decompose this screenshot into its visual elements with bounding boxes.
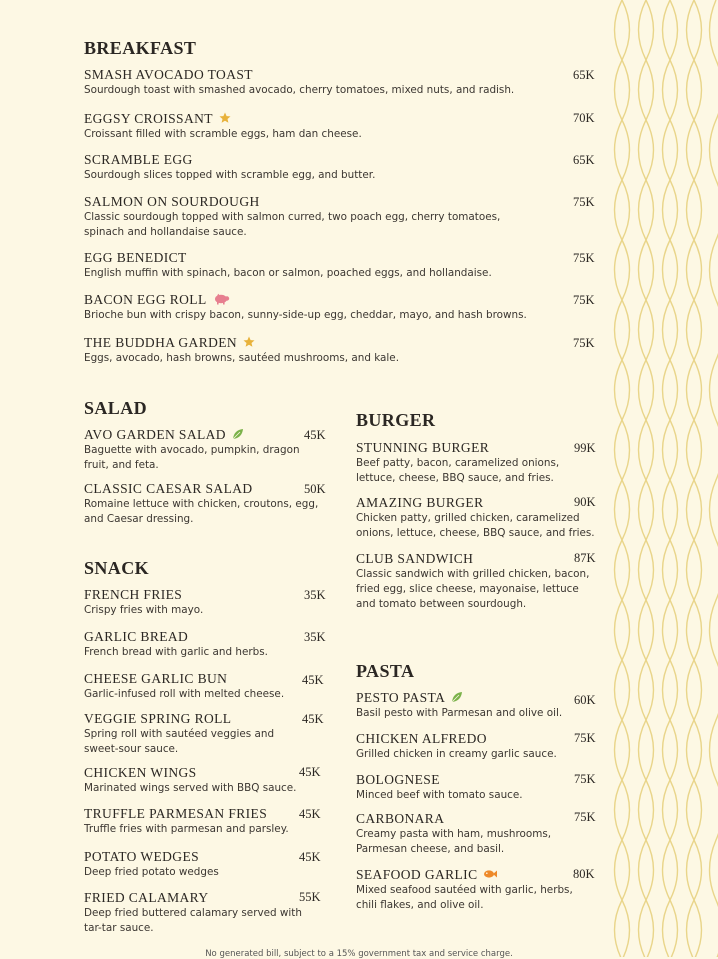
menu-item: [84, 292, 564, 323]
star-icon: [219, 112, 231, 124]
leaf-icon: [232, 428, 244, 440]
item-description: Eggs, avocado, hash browns, sautéed mushrooms, and kale.: [84, 352, 400, 364]
menu-item: [84, 629, 324, 660]
section-title-breakfast: BREAKFAST: [84, 38, 197, 58]
item-price: 99K: [574, 441, 596, 455]
item-name: CARBONARA: [356, 811, 445, 826]
item-name: SEAFOOD GARLIC: [356, 867, 478, 882]
item-price: 80K: [573, 867, 595, 881]
item-price: 60K: [574, 693, 596, 707]
item-price: 75K: [574, 772, 596, 786]
item-description: French bread with garlic and herbs.: [84, 646, 268, 658]
item-description: Marinated wings served with BBQ sauce.: [84, 782, 297, 794]
item-description: Garlic-infused roll with melted cheese.: [84, 688, 285, 700]
menu-item: [84, 481, 334, 527]
menu-item: [84, 250, 544, 281]
menu-item: [84, 152, 534, 183]
item-price: 45K: [299, 850, 321, 864]
item-description: and Caesar dressing.: [84, 513, 194, 525]
item-description: Mixed seafood sautéed with garlic, herbs,: [356, 884, 573, 896]
menu-item: [84, 711, 324, 757]
leaf-icon: [451, 691, 463, 703]
item-description: sweet-sour sauce.: [84, 743, 179, 755]
item-description: Truffle fries with parmesan and parsley.: [84, 823, 289, 835]
item-description: spinach and hollandaise sauce.: [84, 226, 247, 238]
item-price: 65K: [573, 153, 595, 167]
section-title-snack: SNACK: [84, 558, 150, 578]
item-description: Beef patty, bacon, caramelized onions,: [356, 457, 560, 469]
item-description: Brioche bun with crispy bacon, sunny-side-up egg, cheddar, mayo, and hash browns.: [84, 309, 527, 321]
item-description: Grilled chicken in creamy garlic sauce.: [356, 748, 557, 760]
item-price: 70K: [573, 111, 595, 125]
item-description: lettuce, cheese, BBQ sauce, and fries.: [356, 472, 554, 484]
item-description: tar-tar sauce.: [84, 922, 154, 934]
menu-item: [84, 67, 534, 98]
section-title-burger: BURGER: [356, 410, 436, 430]
wave-pattern-border: [612, 0, 718, 957]
star-icon: [243, 336, 255, 348]
section-title-salad: SALAD: [84, 398, 148, 418]
pig-icon: [213, 293, 230, 305]
menu-item: [84, 427, 314, 473]
menu-item: [84, 335, 544, 366]
item-name: SALMON ON SOURDOUGH: [84, 194, 260, 209]
item-price: 75K: [574, 810, 596, 824]
item-price: 45K: [304, 428, 326, 442]
item-name: VEGGIE SPRING ROLL: [84, 711, 232, 726]
item-name: CHICKEN ALFREDO: [356, 731, 487, 746]
item-price: 87K: [574, 551, 596, 565]
menu-item: [84, 849, 324, 880]
menu-item: [84, 671, 324, 702]
item-price: 45K: [302, 673, 324, 687]
item-name: EGGSY CROISSANT: [84, 111, 213, 126]
item-price: 45K: [299, 765, 321, 779]
item-name: CHICKEN WINGS: [84, 765, 197, 780]
item-description: Sourdough toast with smashed avocado, cherry tomatoes, mixed nuts, and radish.: [84, 84, 515, 96]
item-price: 45K: [299, 807, 321, 821]
item-name: EGG BENEDICT: [84, 250, 187, 265]
item-price: 75K: [574, 731, 596, 745]
item-name: FRENCH FRIES: [84, 587, 183, 602]
item-price: 75K: [573, 195, 595, 209]
item-description: Spring roll with sautéed veggies and: [84, 728, 275, 740]
item-price: 65K: [573, 68, 595, 82]
item-name: PESTO PASTA: [356, 690, 446, 705]
item-description: Romaine lettuce with chicken, croutons, egg,: [84, 498, 319, 510]
menu-item: [84, 587, 324, 618]
item-name: CLUB SANDWICH: [356, 551, 474, 566]
item-description: fruit, and feta.: [84, 459, 159, 471]
item-name: AVO GARDEN SALAD: [84, 427, 226, 442]
menu-item: [84, 890, 324, 936]
item-price: 55K: [299, 890, 321, 904]
item-name: SCRAMBLE EGG: [84, 152, 193, 167]
item-name: BOLOGNESE: [356, 772, 440, 787]
menu-item: [84, 111, 534, 142]
item-description: Deep fried potato wedges: [84, 866, 219, 878]
item-price: 35K: [304, 588, 326, 602]
item-description: Sourdough slices topped with scramble egg, and butter.: [84, 169, 376, 181]
item-description: Baguette with avocado, pumpkin, dragon: [84, 444, 300, 456]
item-name: TRUFFLE PARMESAN FRIES: [84, 806, 268, 821]
menu-item: [84, 806, 324, 837]
item-description: Classic sourdough topped with salmon curred, two poach egg, cherry tomatoes,: [84, 211, 501, 223]
menu-item: [84, 765, 324, 796]
item-name: SMASH AVOCADO TOAST: [84, 67, 253, 82]
item-price: 50K: [304, 482, 326, 496]
item-description: Deep fried buttered calamary served with: [84, 907, 302, 919]
item-description: Minced beef with tomato sauce.: [356, 789, 523, 801]
item-description: Classic sandwich with grilled chicken, bacon,: [356, 568, 590, 580]
item-price: 75K: [573, 293, 595, 307]
item-description: onions, lettuce, cheese, BBQ sauce, and fries.: [356, 527, 595, 539]
item-description: Crispy fries with mayo.: [84, 604, 204, 616]
footer-note: No generated bill, subject to a 15% government tax and service charge.: [205, 949, 513, 959]
item-name: FRIED CALAMARY: [84, 890, 209, 905]
item-price: 75K: [573, 336, 595, 350]
item-price: 75K: [573, 251, 595, 265]
menu-item: [84, 194, 544, 240]
item-price: 35K: [304, 630, 326, 644]
item-description: Creamy pasta with ham, mushrooms,: [356, 828, 552, 840]
item-name: POTATO WEDGES: [84, 849, 199, 864]
item-price: 45K: [302, 712, 324, 726]
item-name: STUNNING BURGER: [356, 440, 490, 455]
item-description: English muffin with spinach, bacon or salmon, poached eggs, and hollandaise.: [84, 267, 492, 279]
item-name: AMAZING BURGER: [356, 495, 484, 510]
item-description: chili flakes, and olive oil.: [356, 899, 484, 911]
item-name: GARLIC BREAD: [84, 629, 189, 644]
item-price: 90K: [574, 495, 596, 509]
item-description: Chicken patty, grilled chicken, caramelized: [356, 512, 580, 524]
item-description: and tomato between sourdough.: [356, 598, 527, 610]
item-name: CHEESE GARLIC BUN: [84, 671, 228, 686]
item-name: BACON EGG ROLL: [84, 292, 207, 307]
item-description: Croissant filled with scramble eggs, ham dan cheese.: [84, 128, 362, 140]
fish-icon: [483, 868, 497, 880]
item-name: THE BUDDHA GARDEN: [84, 335, 238, 350]
item-description: Parmesan cheese, and basil.: [356, 843, 505, 855]
item-description: Basil pesto with Parmesan and olive oil.: [356, 707, 563, 719]
item-name: CLASSIC CAESAR SALAD: [84, 481, 253, 496]
section-title-pasta: PASTA: [356, 661, 415, 681]
item-description: fried egg, slice cheese, mayonaise, lettuce: [356, 583, 579, 595]
